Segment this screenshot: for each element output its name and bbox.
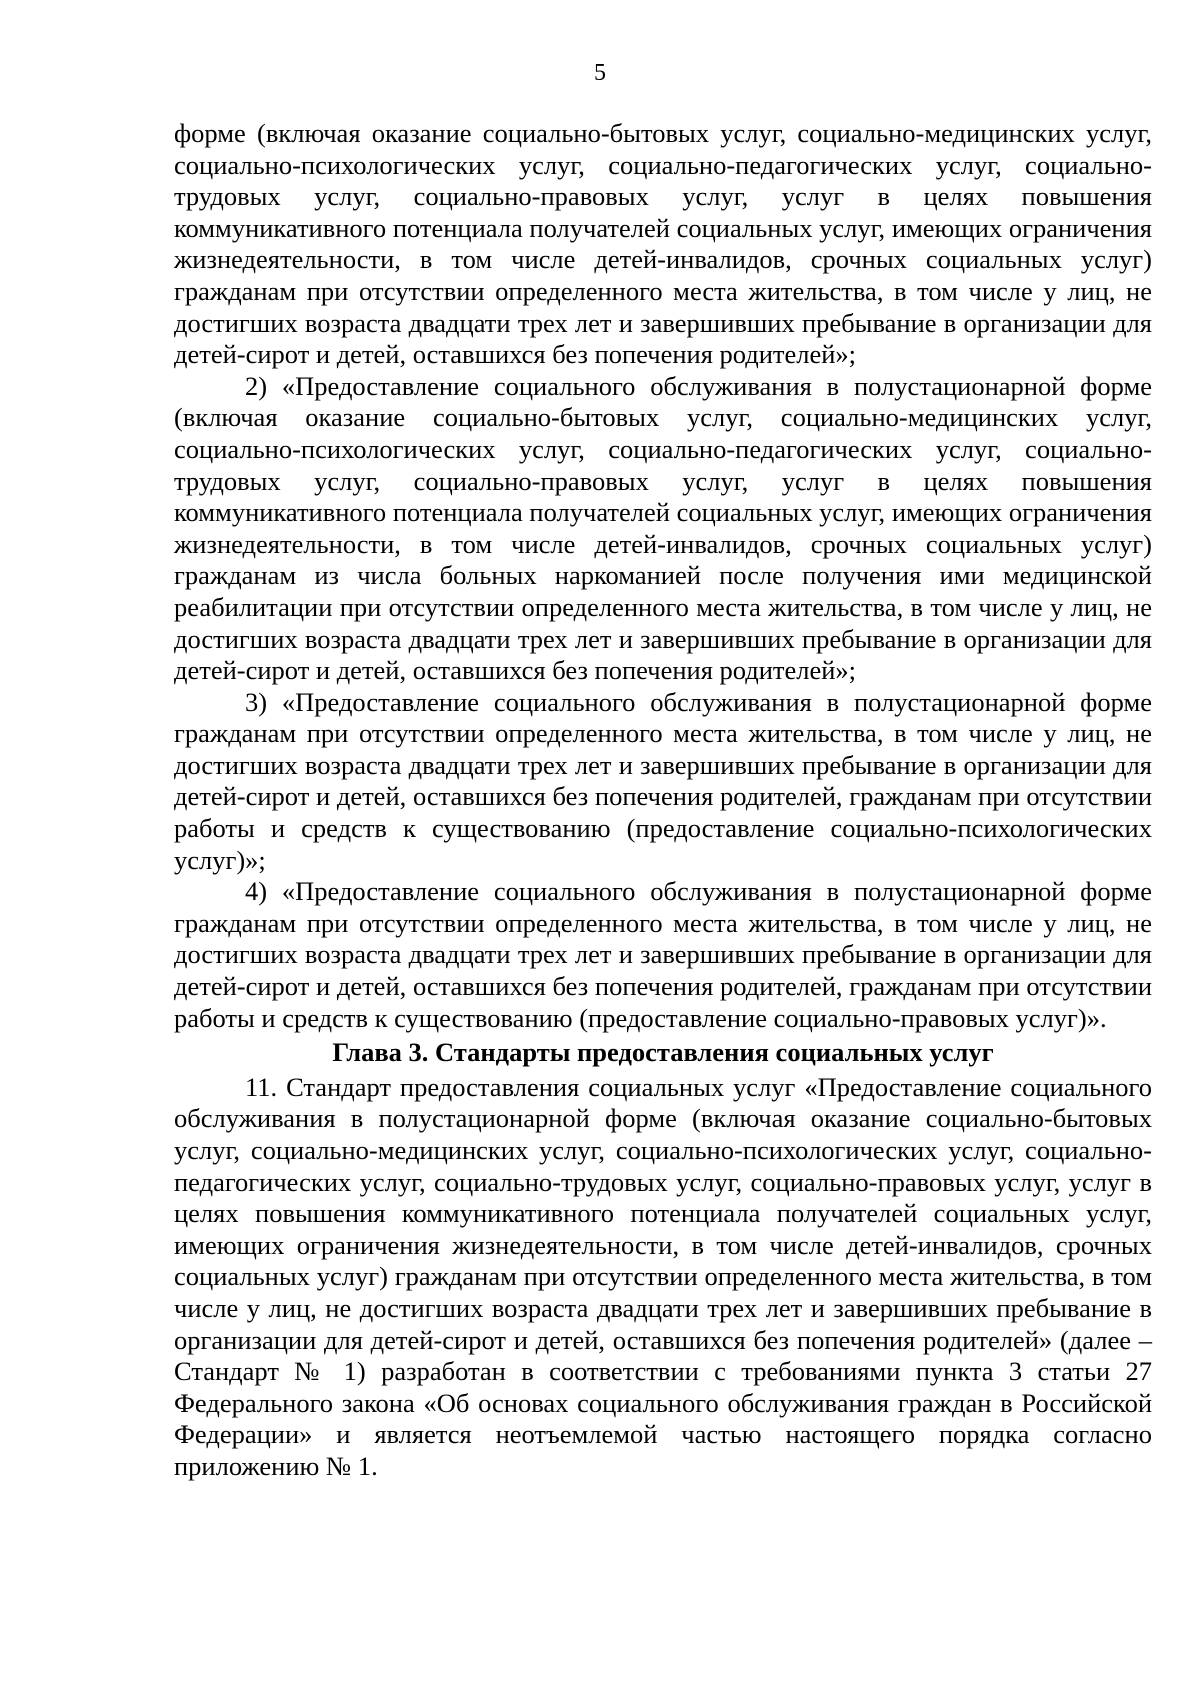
paragraph-item-2: 2) «Предоставление социального обслуживания в полустационарной форме (включая оказание социально-бытовых услуг, социально-медицинских услуг, социально-психологических услуг, социально-педагогических услуг, социально-трудовых услуг, социально-правовых услуг, услуг в целях повышения коммуникативного потенциала получателей социальных услуг, имеющих ограничения жизнедеятельности, в том числе детей-инвалидов, срочных социальных услуг) гражданам из числа больных наркоманией после получения ими медицинской реабилитации при отсутствии определенного места жительства, в том числе у лиц, не достигших возраста двадцати трех лет и завершивших пребывание в организации для детей-сирот и детей, оставшихся без попечения родителей»; bbox=[174, 370, 1152, 686]
chapter-title: Глава 3. Стандарты предоставления социальных услуг bbox=[332, 1037, 994, 1068]
document-body bbox=[174, 118, 1152, 1483]
paragraph-continuation: форме (включая оказание социально-бытовых услуг, социально-медицинских услуг, социально-психологических услуг, социально-педагогических услуг, социально-трудовых услуг, социально-правовых услуг, услуг в целях повышения коммуникативного потенциала получателей социальных услуг, имеющих ограничения жизнедеятельности, в том числе детей-инвалидов, срочных социальных услуг) гражданам при отсутствии определенного места жительства, в том числе у лиц, не достигших возраста двадцати трех лет и завершивших пребывание в организации для детей-сирот и детей, оставшихся без попечения родителей»; bbox=[174, 118, 1152, 370]
page-number: 5 bbox=[594, 60, 606, 86]
paragraph-item-11: 11. Стандарт предоставления социальных услуг «Предоставление социального обслуживания в полустационарной форме (включая оказание социально-бытовых услуг, социально-медицинских услуг, социально-психологических услуг, социально-педагогических услуг, социально-трудовых услуг, социально-правовых услуг, услуг в целях повышения коммуникативного потенциала получателей социальных услуг, имеющих ограничения жизнедеятельности, в том числе детей-инвалидов, срочных социальных услуг) гражданам при отсутствии определенного места жительства, в том числе у лиц, не достигших возраста двадцати трех лет и завершивших пребывание в организации для детей-сирот и детей, оставшихся без попечения родителей» (далее – Стандарт № 1) разработан в соответствии с требованиями пункта 3 статьи 27 Федерального закона «Об основах социального обслуживания граждан в Российской Федерации» и является неотъемлемой частью настоящего порядка согласно приложению № 1. bbox=[174, 1071, 1152, 1481]
paragraph-item-3: 3) «Предоставление социального обслуживания в полустационарной форме гражданам при отсутствии определенного места жительства, в том числе у лиц, не достигших возраста двадцати трех лет и завершивших пребывание в организации для детей-сирот и детей, оставшихся без попечения родителей, гражданам при отсутствии работы и средств к существованию (предоставление социально-психологических услуг)»; bbox=[174, 686, 1152, 875]
paragraph-item-4: 4) «Предоставление социального обслуживания в полустационарной форме гражданам при отсутствии определенного места жительства, в том числе у лиц, не достигших возраста двадцати трех лет и завершивших пребывание в организации для детей-сирот и детей, оставшихся без попечения родителей, гражданам при отсутствии работы и средств к существованию (предоставление социально-правовых услуг)». bbox=[174, 876, 1152, 1033]
